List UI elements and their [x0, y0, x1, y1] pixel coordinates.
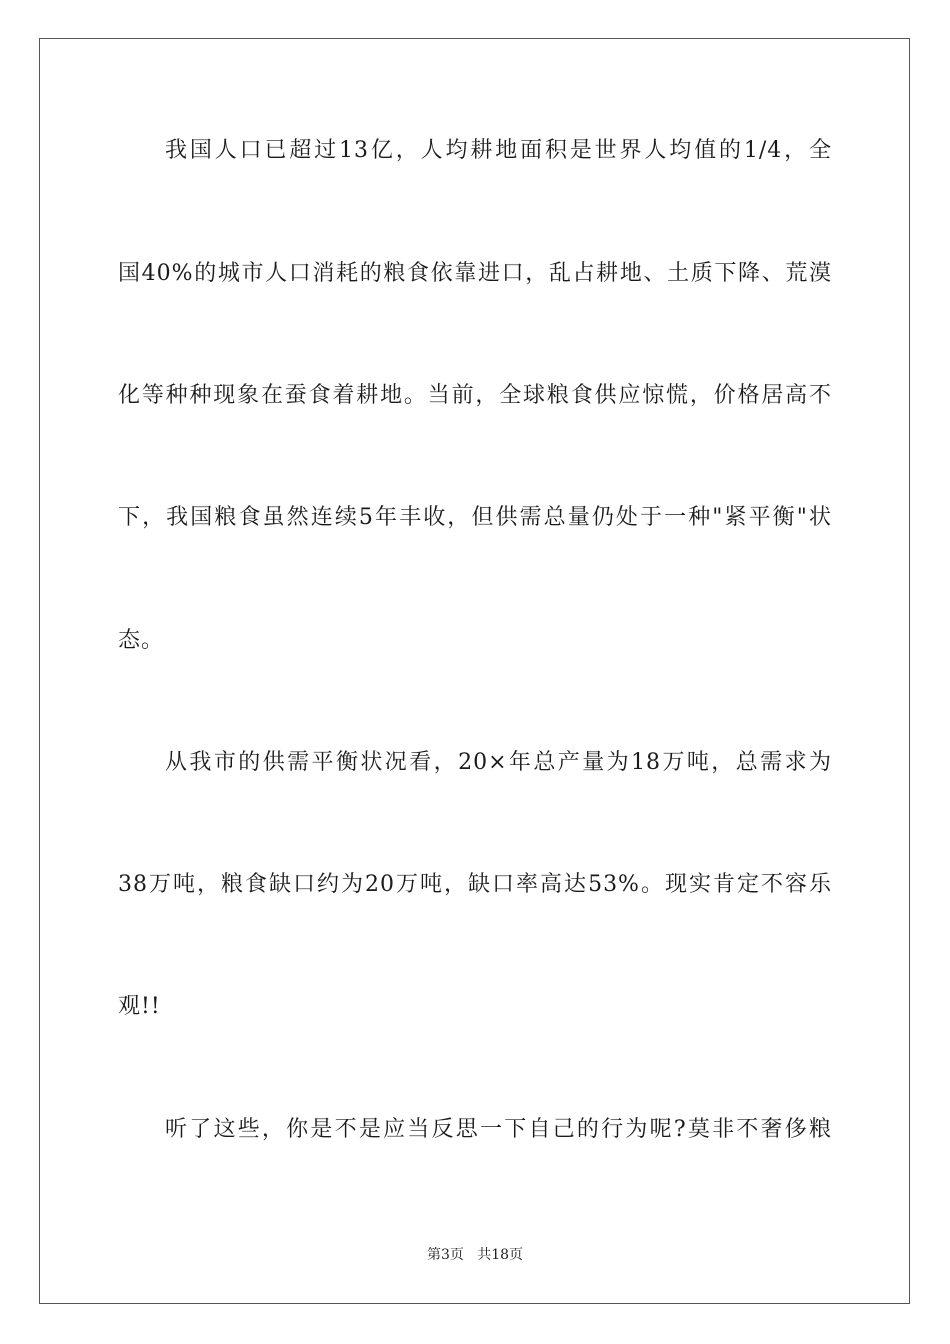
- paragraph-line: 观!!: [118, 994, 161, 1019]
- paragraph-line: 听了这些，你是不是应当反思一下自己的行为呢?莫非不奢侈粮: [165, 1117, 832, 1142]
- paragraph-line: 从我市的供需平衡状况看，20×年总产量为18万吨，总需求为: [165, 750, 832, 775]
- page-number: 第3页 共18页: [426, 1247, 524, 1263]
- paragraph-line: 化等种种现象在蚕食着耕地。当前，全球粮食供应惊慌，价格居高不: [118, 383, 832, 408]
- paragraph-line: 国40%的城市人口消耗的粮食依靠进口，乱占耕地、土质下降、荒漠: [118, 261, 832, 286]
- paragraph-line: 态。: [118, 628, 165, 653]
- paragraph-line: 38万吨，粮食缺口约为20万吨，缺口率高达53%。现实肯定不容乐: [118, 872, 832, 897]
- paragraph-line: 我国人口已超过13亿，人均耕地面积是世界人均值的1/4，全: [165, 138, 832, 163]
- paragraph-line: 下，我国粮食虽然连续5年丰收，但供需总量仍处于一种"紧平衡"状: [118, 505, 832, 530]
